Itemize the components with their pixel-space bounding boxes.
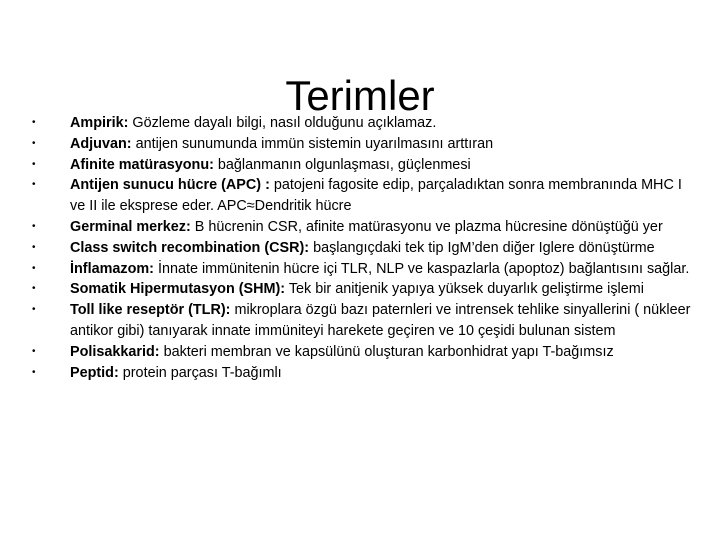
list-item xyxy=(32,259,692,280)
bullet-icon: • xyxy=(32,220,36,232)
list-item xyxy=(32,113,692,134)
bullet-icon: • xyxy=(32,304,36,316)
bullet-icon: • xyxy=(32,179,36,191)
list-item xyxy=(32,342,692,363)
bullet-icon: • xyxy=(32,283,36,295)
slide-title: Terimler xyxy=(285,72,435,120)
term-name: Antijen sunucu hücre (APC) : xyxy=(70,177,270,194)
list-item xyxy=(32,155,692,176)
term-definition: Gözleme dayalı bilgi, nasıl olduğunu açıklamaz. xyxy=(132,115,437,131)
list-item xyxy=(32,300,692,342)
bullet-icon: • xyxy=(32,117,36,128)
term-name: İnflamazom: xyxy=(70,260,154,277)
bullet-icon: • xyxy=(32,241,36,253)
term-name: Somatik Hipermutasyon (SHM): xyxy=(70,281,286,298)
list-item xyxy=(32,175,692,217)
term-definition: bağlanmanın olgunlaşması, güçlenmesi xyxy=(217,156,471,173)
term-definition: başlangıçdaki tek tip IgM’den diğer Iglere dönüştürme xyxy=(313,239,655,256)
term-name: Germinal merkez: xyxy=(70,218,191,235)
term-name: Polisakkarid: xyxy=(70,343,160,360)
term-name: Ampirik: xyxy=(70,115,129,131)
term-name: Peptid: xyxy=(70,364,119,381)
term-definition: B hücrenin CSR, afinite matürasyonu ve plazma hücresine dönüştüğü yer xyxy=(194,218,663,235)
term-definition: patojeni fagosite edip, parçaladıktan sonra membranında MHC I ve II ile eksprese eder. APC≈Dendritik hücre xyxy=(70,177,682,215)
list-item xyxy=(32,279,692,300)
bullet-icon: • xyxy=(32,262,36,274)
term-name: Afinite matürasyonu: xyxy=(70,156,214,173)
term-definition: bakteri membran ve kapsülünü oluşturan karbonhidrat yapı T-bağımsız xyxy=(163,343,614,360)
term-definition: protein parçası T-bağımlı xyxy=(122,364,282,381)
term-definition: İnnate immünitenin hücre içi TLR, NLP ve kaspazlarla (apoptoz) bağlantısını sağlar. xyxy=(157,260,690,277)
list-item xyxy=(32,363,692,384)
term-name: Adjuvan: xyxy=(70,135,132,152)
list-item xyxy=(32,134,692,155)
term-name: Class switch recombination (CSR): xyxy=(70,239,310,256)
term-name: Toll like reseptör (TLR): xyxy=(70,302,231,319)
bullet-icon: • xyxy=(32,345,36,357)
list-item xyxy=(32,217,692,238)
bullet-icon: • xyxy=(32,158,36,170)
term-definition: antijen sunumunda immün sistemin uyarılmasını arttıran xyxy=(135,135,494,152)
bullet-icon: • xyxy=(32,366,36,378)
term-definition: Tek bir anitjenik yapıya yüksek duyarlık geliştirme işlemi xyxy=(288,281,644,298)
term-list xyxy=(32,113,692,383)
bullet-icon: • xyxy=(32,137,36,149)
term-definition: mikroplara özgü bazı paternleri ve intrensek tehlike sinyallerini ( nükleer antikor gibi) tanıyarak innate immüniteyi harekete geçiren ve 10 çeşidi bulunan sistem xyxy=(70,302,691,339)
list-item xyxy=(32,238,692,259)
